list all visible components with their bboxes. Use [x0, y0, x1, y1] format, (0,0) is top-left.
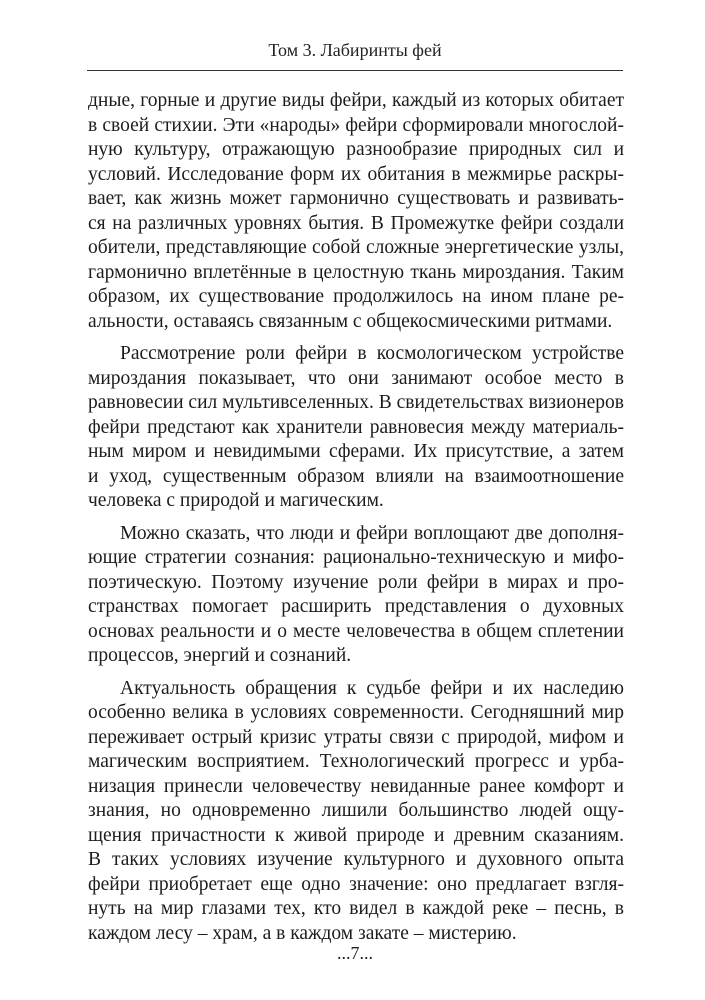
body-text [88, 89, 624, 946]
header-divider [87, 70, 623, 71]
text-line: каждом лесу – храм, а в каждом закате – мистерию. [88, 922, 517, 944]
paragraph-1 [88, 89, 624, 334]
text-line: мироздания показывает, что они занимают особое место в [88, 367, 624, 389]
text-line: фейри приобретает еще одно значение: оно предлагает взгля- [88, 873, 624, 895]
text-line: равновесии сил мультивселенных. В свидетельствах визионеров [88, 392, 624, 413]
paragraph-3 [88, 522, 624, 669]
text-line: Рассмотрение роли фейри в космологическом устройстве [120, 343, 624, 364]
text-line: человека с природой и магическим. [88, 490, 384, 511]
text-line: в своей стихии. Эти «народы» фейри сформировали многослой- [88, 114, 624, 136]
paragraph-4 [88, 677, 624, 947]
text-line: и уход, существенным образом влияли на взаимоотношение [88, 465, 624, 487]
text-line: фейри предстают как хранители равновесия между материаль- [88, 416, 624, 438]
text-line: ся на различных уровнях бытия. В Промежутке фейри создали [88, 212, 624, 234]
text-line: вает, как жизнь может гармонично существовать и развивать- [88, 188, 624, 209]
text-line: странствах помогает расширить представления о духовных [88, 596, 624, 617]
text-line: переживает острый кризис утраты связи с природой, мифом и [88, 726, 624, 748]
text-line: Актуальность обращения к судьбе фейри и их наследию [120, 677, 624, 699]
header-title: Том 3. Лабиринты фей [268, 40, 442, 60]
text-line: знания, но одновременно лишили большинство людей ощу- [88, 800, 624, 821]
text-line: альности, оставаясь связанным с общекосмическими ритмами. [88, 310, 613, 332]
text-line: поэтическую. Поэтому изучение роли фейри в мирах и про- [88, 571, 624, 593]
running-header [87, 38, 623, 62]
text-line: ную культуру, отражающую разнообразие природных сил и [88, 139, 624, 160]
text-line: процессов, энергий и сознаний. [88, 645, 352, 666]
text-line: низация принесли человечеству невиданные ранее комфорт и [88, 775, 624, 797]
text-line: образом, их существование продолжилось на ином плане ре- [88, 286, 624, 307]
page-number: ...7... [337, 943, 373, 963]
text-line: ным миром и невидимыми сферами. Их присутствие, а затем [88, 441, 624, 462]
text-line: обители, представляющие собой сложные энергетические узлы, [88, 237, 624, 258]
paragraph-2 [88, 342, 624, 514]
text-line: гармонично вплетённые в целостную ткань мироздания. Таким [88, 261, 624, 283]
text-line: Можно сказать, что люди и фейри воплощают две дополня- [120, 522, 624, 544]
text-line: дные, горные и другие виды фейри, каждый из которых обитает [88, 90, 624, 111]
text-line: условий. Исследование форм их обитания в межмирье раскры- [88, 163, 624, 185]
text-line: магическим восприятием. Технологический прогресс и урба- [88, 751, 624, 772]
text-line: основах реальности и о месте человечества в общем сплетении [88, 620, 624, 642]
text-line: В таких условиях изучение культурного и духовного опыта [88, 849, 624, 870]
text-line: щения причастности к живой природе и древним сказаниям. [88, 824, 624, 846]
text-line: нуть на мир глазами тех, кто видел в каждой реке – песнь, в [88, 898, 624, 919]
text-line: особенно велика в условиях современности. Сегодняшний мир [88, 702, 624, 723]
text-line: ющие стратегии сознания: рационально-техническую и мифо- [88, 547, 624, 568]
